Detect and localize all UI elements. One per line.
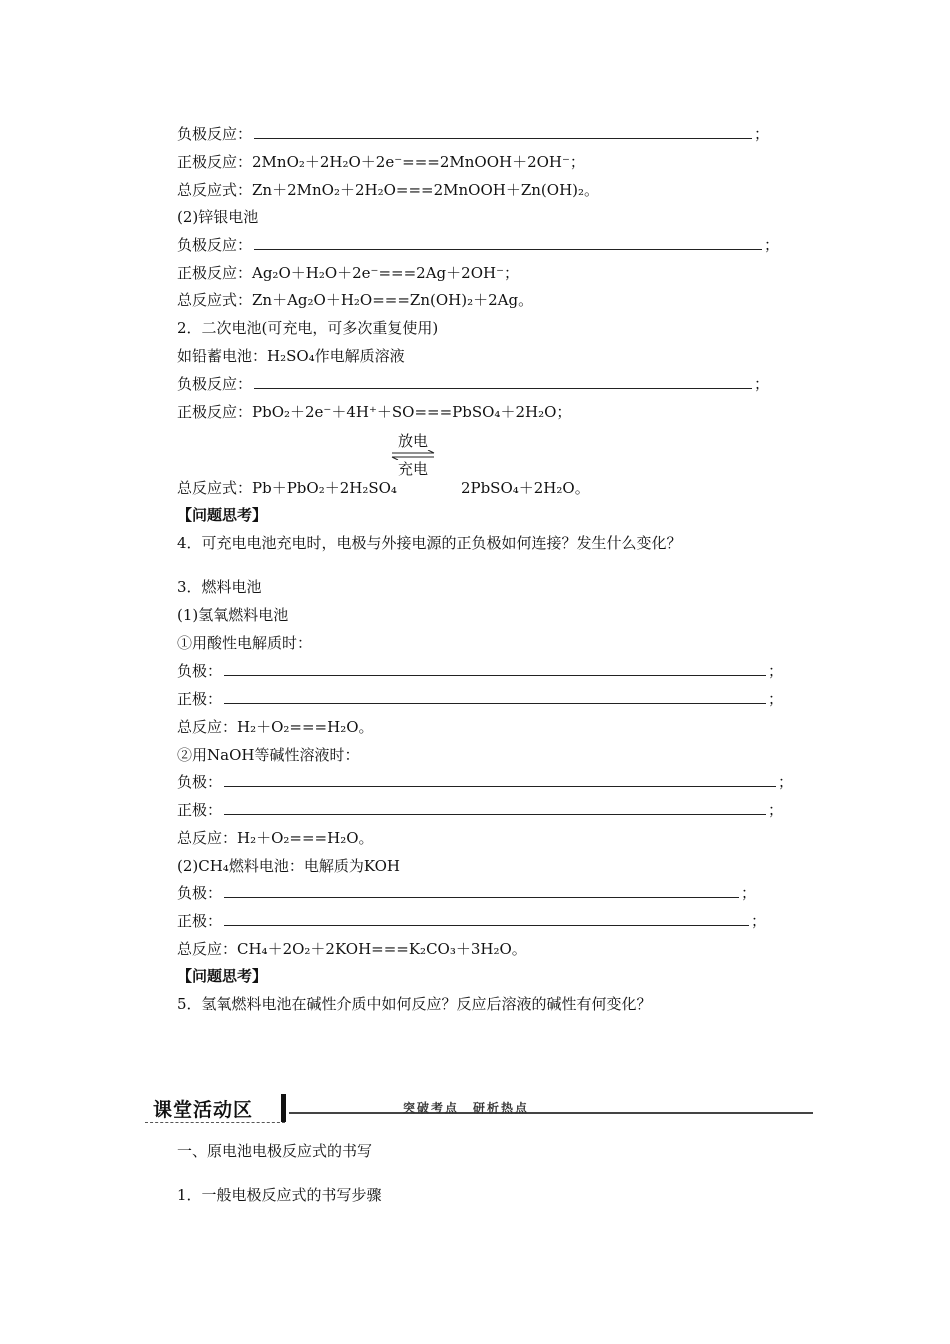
line-cathode-reaction-3: 正极反应：PbO₂＋2e⁻＋4H⁺＋SO===PbSO₄＋2H₂O； [177, 403, 572, 421]
label: 负极： [177, 884, 223, 902]
label: 负极反应： [177, 236, 253, 254]
answer-blank[interactable] [224, 689, 766, 704]
line-overall-reaction-3 [177, 478, 590, 498]
line-anode-reaction-2 [177, 235, 779, 255]
semicolon: ； [768, 662, 784, 680]
line-overall-methane: 总反应：CH₄＋2O₂＋2KOH===K₂CO₃＋3H₂O。 [177, 940, 527, 958]
answer-blank[interactable] [224, 772, 776, 787]
line-cathode-reaction-2: 正极反应：Ag₂O＋H₂O＋2e⁻===2Ag＋2OH⁻； [177, 264, 519, 282]
heading-methane-cell: (2)CH₄燃料电池：电解质为KOH [177, 857, 401, 875]
line-overall-reaction-2: 总反应式：Zn＋Ag₂O＋H₂O===Zn(OH)₂＋2Ag。 [177, 291, 534, 309]
line-cathode-base [177, 800, 783, 820]
answer-blank[interactable] [224, 883, 739, 898]
line-anode-base [177, 772, 793, 792]
heading-question-thinking-1: 【问题思考】 [177, 506, 268, 524]
label: 负极反应： [177, 375, 253, 393]
semicolon: ； [741, 884, 757, 902]
discharge-label: 放电 [397, 432, 428, 450]
answer-blank[interactable] [224, 911, 749, 926]
reversible-arrow [388, 432, 438, 482]
semicolon: ； [768, 801, 784, 819]
answer-blank[interactable] [254, 235, 762, 250]
heading-fuel-cell: 3．燃料电池 [177, 578, 262, 596]
semicolon: ； [764, 236, 780, 254]
heading-question-thinking-2: 【问题思考】 [177, 967, 268, 985]
section-title-underline [145, 1122, 285, 1123]
line-overall-acid: 总反应：H₂＋O₂===H₂O。 [177, 718, 374, 736]
heading-hydrogen-oxygen-cell: (1)氢氧燃料电池 [177, 606, 289, 624]
line-lead-acid-intro: 如铅蓄电池：H₂SO₄作电解质溶液 [177, 347, 405, 365]
heading-zinc-silver-battery: (2)锌银电池 [177, 208, 259, 226]
line-acidic-electrolyte: ①用酸性电解质时： [177, 634, 313, 652]
semicolon: ； [754, 375, 770, 393]
label: 正极： [177, 690, 223, 708]
line-anode-acid [177, 661, 783, 681]
line-overall-base: 总反应：H₂＋O₂===H₂O。 [177, 829, 374, 847]
line-basic-electrolyte: ②用NaOH等碱性溶液时： [177, 746, 360, 764]
label: 负极反应： [177, 125, 253, 143]
double-arrow-icon [390, 450, 436, 460]
answer-blank[interactable] [224, 800, 766, 815]
semicolon: ； [751, 912, 767, 930]
line-anode-reaction-3 [177, 374, 769, 394]
equation-right: 2PbSO₄＋2H₂O。 [460, 479, 590, 497]
line-anode-reaction-1 [177, 124, 769, 144]
equation-left: 总反应式：Pb＋PbO₂＋2H₂SO₄ [177, 479, 397, 497]
section-divider-block [281, 1094, 286, 1122]
heading-secondary-battery: 2．二次电池(可充电，可多次重复使用) [177, 319, 439, 337]
semicolon: ； [778, 773, 794, 791]
section-divider-line [289, 1112, 813, 1114]
question-4: 4．可充电电池充电时，电极与外接电源的正负极如何连接？发生什么变化？ [177, 534, 682, 552]
answer-blank[interactable] [254, 124, 752, 139]
section-title: 课堂活动区 [153, 1099, 254, 1121]
heading-electrode-equation-writing: 一、原电池电极反应式的书写 [177, 1142, 373, 1160]
label: 负极： [177, 773, 223, 791]
label: 负极： [177, 662, 223, 680]
line-cathode-acid [177, 689, 783, 709]
line-cathode-methane [177, 911, 766, 931]
line-cathode-reaction-1: 正极反应：2MnO₂＋2H₂O＋2e⁻===2MnOOH＋2OH⁻； [177, 153, 585, 171]
section-header [145, 1091, 815, 1125]
label: 正极： [177, 801, 223, 819]
section-subtitle: 突破考点 研析热点 [403, 1101, 530, 1115]
question-5: 5．氢氧燃料电池在碱性介质中如何反应？反应后溶液的碱性有何变化？ [177, 995, 652, 1013]
line-anode-methane [177, 883, 756, 903]
line-overall-reaction-1: 总反应式：Zn＋2MnO₂＋2H₂O===2MnOOH＋Zn(OH)₂。 [177, 181, 600, 199]
answer-blank[interactable] [224, 661, 766, 676]
heading-general-steps: 1．一般电极反应式的书写步骤 [177, 1186, 382, 1204]
charge-label: 充电 [397, 460, 428, 478]
semicolon: ； [768, 690, 784, 708]
answer-blank[interactable] [254, 374, 752, 389]
label: 正极： [177, 912, 223, 930]
semicolon: ； [754, 125, 770, 143]
